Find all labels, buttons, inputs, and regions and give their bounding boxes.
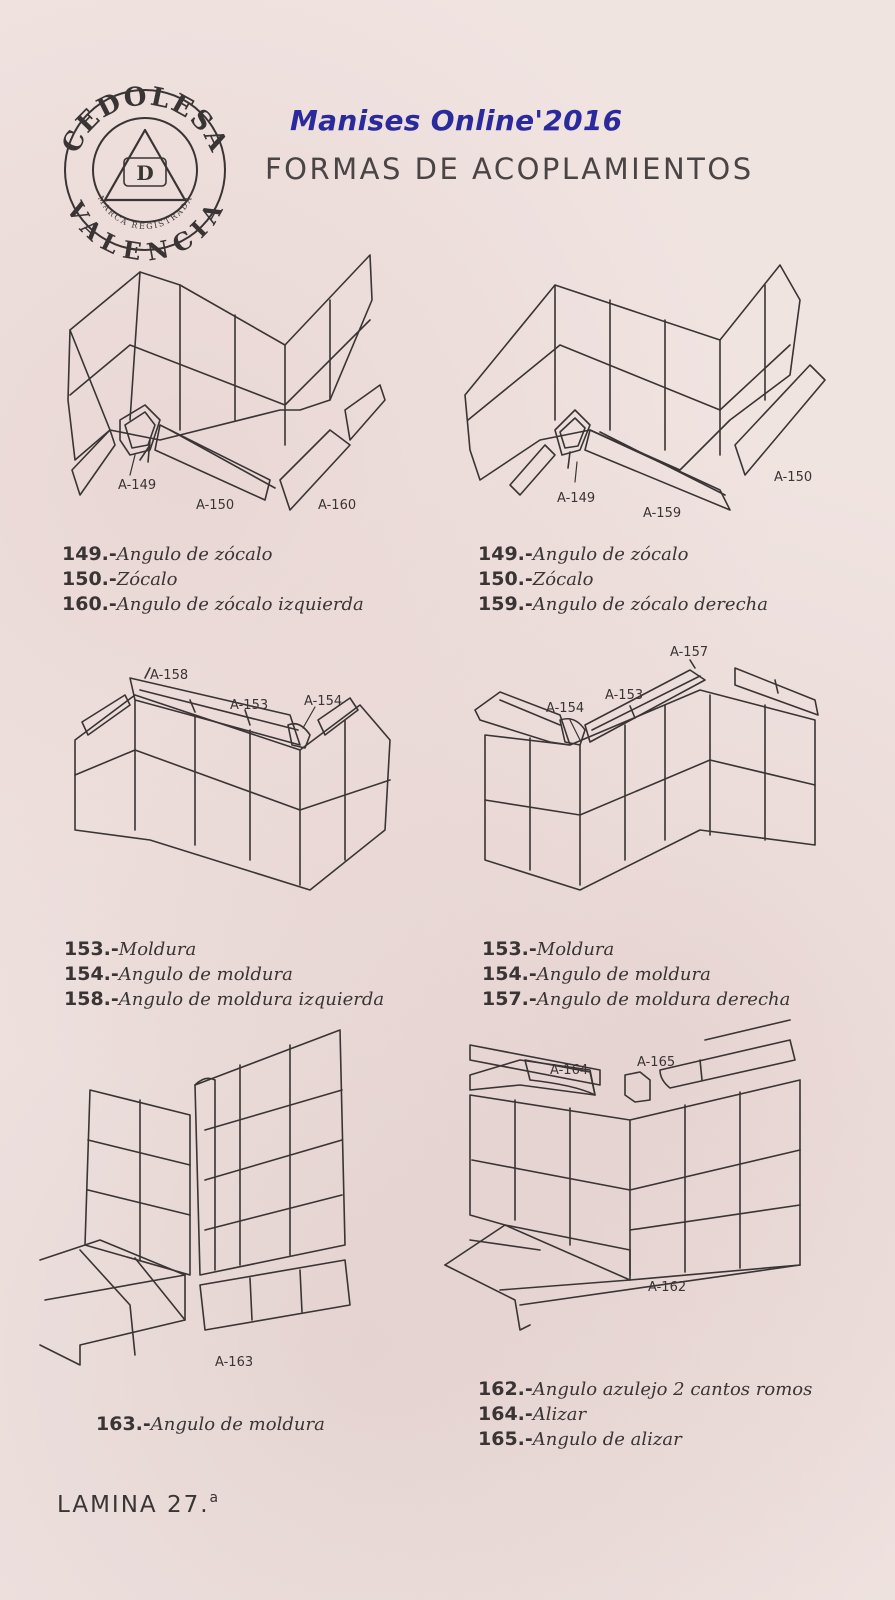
- figure-3-legend: [64, 937, 384, 1012]
- fig4-label-2: A-154: [546, 701, 585, 716]
- page-title: FORMAS DE ACOPLAMIENTOS: [265, 152, 754, 186]
- figure-1-legend: [62, 542, 364, 617]
- legend-row: 150.-Zócalo: [62, 568, 178, 590]
- legend-row: 158.-Angulo de moldura izquierda: [64, 988, 385, 1010]
- fig1-label-2: A-150: [196, 498, 235, 513]
- fig6-label-1: A-164: [550, 1063, 589, 1078]
- figure-5-drawing: [40, 1030, 350, 1365]
- plate-number: LAMINA 27.$^a$: [57, 1490, 221, 1518]
- legend-row: 150.-Zócalo: [478, 568, 594, 590]
- legend-row: 162.-Angulo azulejo 2 cantos romos: [478, 1378, 813, 1400]
- logo-center-letter: D: [136, 161, 154, 185]
- fig3-label-3: A-154: [304, 694, 343, 709]
- figure-6-drawing: [445, 1020, 800, 1330]
- legend-row: 165.-Angulo de alizar: [478, 1428, 682, 1450]
- legend-row: 159.-Angulo de zócalo derecha: [478, 593, 768, 615]
- fig1-label-1: A-149: [118, 478, 157, 493]
- legend-row: 163.-Angulo de moldura: [96, 1413, 325, 1435]
- legend-row: 157.-Angulo de moldura derecha: [482, 988, 791, 1010]
- logo-top-text: CEDOLESA: [56, 81, 234, 158]
- legend-row: 164.-Alizar: [478, 1403, 587, 1425]
- legend-row: 149.-Angulo de zócalo: [62, 543, 273, 565]
- legend-row: 154.-Angulo de moldura: [64, 963, 293, 985]
- legend-row: 154.-Angulo de moldura: [482, 963, 711, 985]
- figure-2-drawing: [465, 265, 825, 510]
- fig6-label-2: A-165: [637, 1055, 676, 1070]
- figure-2-legend: [478, 542, 768, 617]
- watermark-text: Manises Online'2016: [290, 104, 623, 137]
- fig6-label-3: A-162: [648, 1280, 687, 1295]
- fig2-label-2: A-159: [643, 506, 682, 521]
- fig5-label-1: A-163: [215, 1355, 254, 1370]
- figure-4-drawing: [475, 660, 818, 890]
- fig2-label-1: A-149: [557, 491, 596, 506]
- logo-bottom-text: VALENCIA: [60, 196, 230, 267]
- fig3-label-2: A-153: [230, 698, 269, 713]
- figure-5-legend: [96, 1412, 325, 1437]
- legend-row: 153.-Moldura: [64, 938, 197, 960]
- legend-row: 153.-Moldura: [482, 938, 615, 960]
- figure-6-legend: [478, 1377, 812, 1452]
- legend-row: 149.-Angulo de zócalo: [478, 543, 689, 565]
- figure-4-legend: [482, 937, 790, 1012]
- figure-1-drawing: [68, 255, 385, 510]
- legend-row: 160.-Angulo de zócalo izquierda: [62, 593, 364, 615]
- fig2-label-3: A-150: [774, 470, 813, 485]
- fig3-label-1: A-158: [150, 668, 189, 683]
- fig4-label-1: A-157: [670, 645, 709, 660]
- fig1-label-3: A-160: [318, 498, 357, 513]
- logo-inner-text: MARCA REGISTRADA: [95, 194, 195, 232]
- fig4-label-3: A-153: [605, 688, 644, 703]
